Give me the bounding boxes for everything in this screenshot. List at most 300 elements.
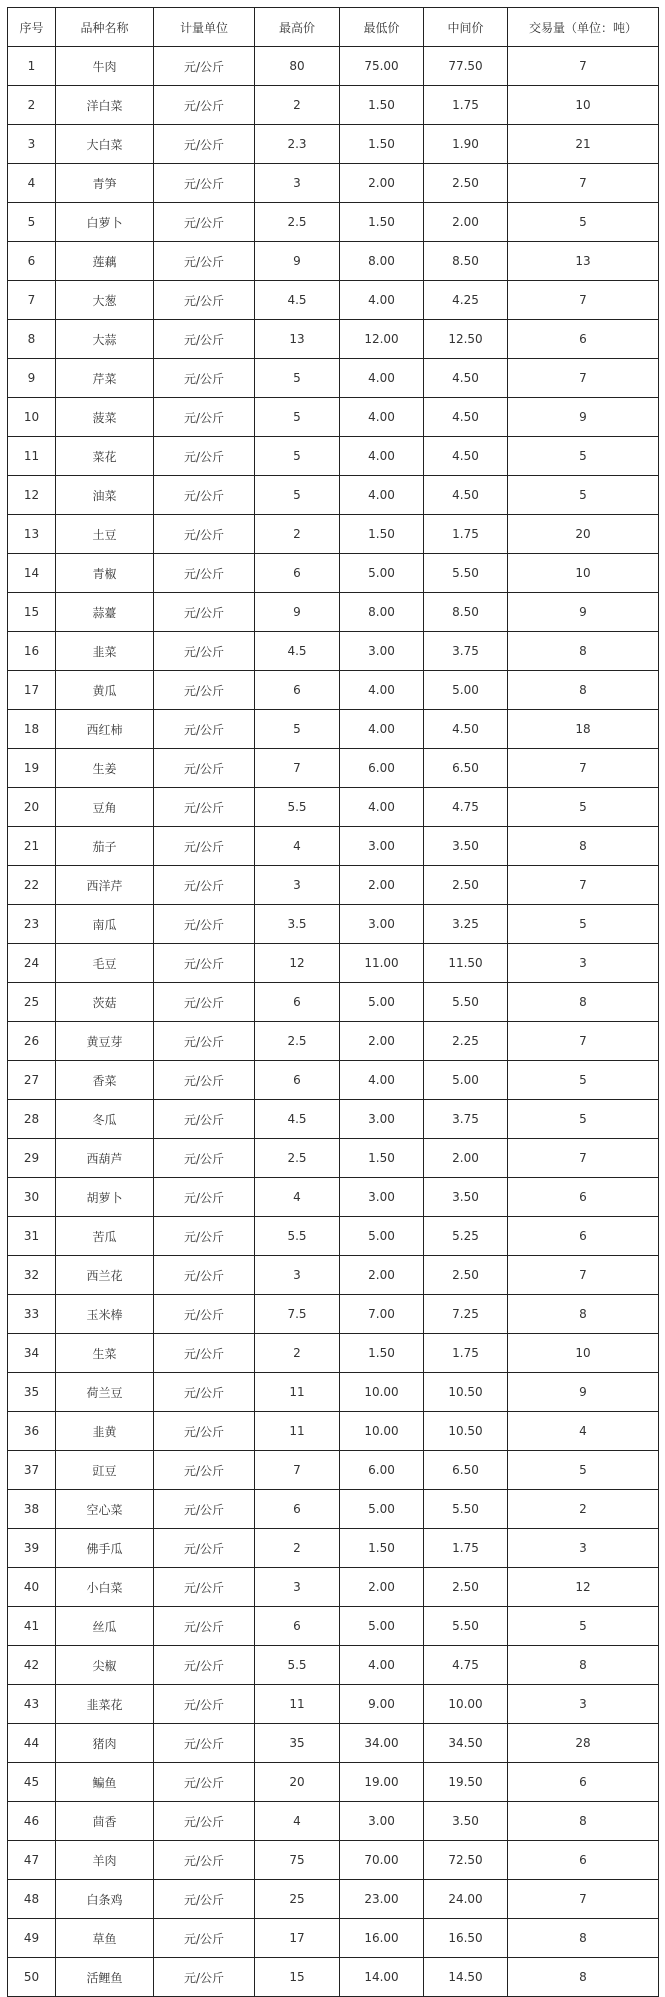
cell-mid-price: 3.75 [424, 632, 508, 671]
cell-index: 3 [8, 125, 56, 164]
cell-variety: 小白菜 [56, 1568, 154, 1607]
cell-mid-price: 3.50 [424, 1178, 508, 1217]
cell-index: 17 [8, 671, 56, 710]
cell-min-price: 23.00 [340, 1880, 424, 1919]
cell-index: 24 [8, 944, 56, 983]
cell-volume: 7 [508, 164, 659, 203]
cell-mid-price: 4.50 [424, 476, 508, 515]
cell-variety: 丝瓜 [56, 1607, 154, 1646]
cell-index: 12 [8, 476, 56, 515]
cell-min-price: 1.50 [340, 515, 424, 554]
table-row [8, 866, 659, 905]
cell-max-price: 5.5 [255, 788, 340, 827]
cell-index: 49 [8, 1919, 56, 1958]
cell-volume: 9 [508, 1373, 659, 1412]
table-row [8, 281, 659, 320]
cell-unit: 元/公斤 [154, 476, 255, 515]
cell-min-price: 70.00 [340, 1841, 424, 1880]
cell-volume: 13 [508, 242, 659, 281]
cell-volume: 5 [508, 203, 659, 242]
cell-max-price: 5 [255, 476, 340, 515]
cell-index: 7 [8, 281, 56, 320]
cell-min-price: 2.00 [340, 1256, 424, 1295]
cell-unit: 元/公斤 [154, 1919, 255, 1958]
table-row [8, 203, 659, 242]
table-row [8, 749, 659, 788]
cell-mid-price: 1.90 [424, 125, 508, 164]
cell-max-price: 4 [255, 827, 340, 866]
table-row [8, 827, 659, 866]
cell-variety: 冬瓜 [56, 1100, 154, 1139]
cell-volume: 7 [508, 47, 659, 86]
table-row [8, 710, 659, 749]
cell-max-price: 12 [255, 944, 340, 983]
cell-mid-price: 2.50 [424, 866, 508, 905]
cell-variety: 大葱 [56, 281, 154, 320]
cell-max-price: 20 [255, 1763, 340, 1802]
cell-unit: 元/公斤 [154, 1802, 255, 1841]
cell-max-price: 2 [255, 1334, 340, 1373]
cell-max-price: 15 [255, 1958, 340, 1997]
table-row [8, 1880, 659, 1919]
cell-unit: 元/公斤 [154, 593, 255, 632]
cell-index: 13 [8, 515, 56, 554]
cell-max-price: 3.5 [255, 905, 340, 944]
cell-variety: 洋白菜 [56, 86, 154, 125]
cell-variety: 茴香 [56, 1802, 154, 1841]
cell-min-price: 3.00 [340, 827, 424, 866]
cell-index: 41 [8, 1607, 56, 1646]
cell-volume: 8 [508, 1295, 659, 1334]
cell-max-price: 17 [255, 1919, 340, 1958]
cell-index: 8 [8, 320, 56, 359]
cell-min-price: 1.50 [340, 1139, 424, 1178]
table-row [8, 359, 659, 398]
cell-min-price: 2.00 [340, 1568, 424, 1607]
cell-variety: 西兰花 [56, 1256, 154, 1295]
cell-volume: 28 [508, 1724, 659, 1763]
cell-mid-price: 34.50 [424, 1724, 508, 1763]
cell-index: 15 [8, 593, 56, 632]
cell-max-price: 3 [255, 866, 340, 905]
cell-index: 23 [8, 905, 56, 944]
cell-min-price: 3.00 [340, 1100, 424, 1139]
cell-min-price: 2.00 [340, 164, 424, 203]
table-row [8, 788, 659, 827]
cell-max-price: 2.3 [255, 125, 340, 164]
cell-variety: 大白菜 [56, 125, 154, 164]
cell-variety: 油菜 [56, 476, 154, 515]
cell-min-price: 1.50 [340, 1334, 424, 1373]
cell-volume: 8 [508, 983, 659, 1022]
cell-max-price: 6 [255, 1061, 340, 1100]
cell-max-price: 6 [255, 1607, 340, 1646]
cell-volume: 21 [508, 125, 659, 164]
cell-max-price: 4 [255, 1802, 340, 1841]
table-row [8, 1607, 659, 1646]
cell-volume: 5 [508, 437, 659, 476]
cell-min-price: 34.00 [340, 1724, 424, 1763]
cell-mid-price: 7.25 [424, 1295, 508, 1334]
cell-mid-price: 8.50 [424, 242, 508, 281]
cell-index: 16 [8, 632, 56, 671]
cell-max-price: 11 [255, 1412, 340, 1451]
cell-min-price: 4.00 [340, 710, 424, 749]
cell-max-price: 3 [255, 1568, 340, 1607]
table-row [8, 944, 659, 983]
cell-mid-price: 2.50 [424, 164, 508, 203]
cell-index: 48 [8, 1880, 56, 1919]
cell-index: 34 [8, 1334, 56, 1373]
cell-min-price: 2.00 [340, 1022, 424, 1061]
cell-unit: 元/公斤 [154, 554, 255, 593]
cell-mid-price: 3.75 [424, 1100, 508, 1139]
price-table [7, 7, 659, 1997]
cell-mid-price: 4.50 [424, 710, 508, 749]
cell-unit: 元/公斤 [154, 1646, 255, 1685]
table-row [8, 1841, 659, 1880]
table-body [8, 47, 659, 1997]
cell-variety: 羊肉 [56, 1841, 154, 1880]
cell-mid-price: 5.25 [424, 1217, 508, 1256]
cell-unit: 元/公斤 [154, 203, 255, 242]
cell-volume: 7 [508, 866, 659, 905]
cell-variety: 莲藕 [56, 242, 154, 281]
cell-min-price: 10.00 [340, 1412, 424, 1451]
table-row [8, 1802, 659, 1841]
cell-max-price: 4.5 [255, 632, 340, 671]
cell-variety: 胡萝卜 [56, 1178, 154, 1217]
cell-index: 14 [8, 554, 56, 593]
cell-unit: 元/公斤 [154, 515, 255, 554]
cell-volume: 6 [508, 1763, 659, 1802]
cell-variety: 青笋 [56, 164, 154, 203]
cell-volume: 8 [508, 671, 659, 710]
cell-unit: 元/公斤 [154, 1451, 255, 1490]
cell-max-price: 6 [255, 671, 340, 710]
cell-volume: 6 [508, 1841, 659, 1880]
cell-volume: 5 [508, 1451, 659, 1490]
table-row [8, 905, 659, 944]
table-row [8, 1490, 659, 1529]
table-row [8, 671, 659, 710]
cell-volume: 7 [508, 749, 659, 788]
cell-unit: 元/公斤 [154, 47, 255, 86]
table-row [8, 632, 659, 671]
cell-mid-price: 16.50 [424, 1919, 508, 1958]
cell-unit: 元/公斤 [154, 281, 255, 320]
table-row [8, 1061, 659, 1100]
table-row [8, 476, 659, 515]
header-min-price: 最低价 [340, 8, 424, 47]
cell-volume: 8 [508, 1646, 659, 1685]
cell-min-price: 4.00 [340, 359, 424, 398]
cell-volume: 7 [508, 359, 659, 398]
cell-unit: 元/公斤 [154, 1373, 255, 1412]
cell-volume: 6 [508, 1178, 659, 1217]
cell-max-price: 35 [255, 1724, 340, 1763]
cell-unit: 元/公斤 [154, 1529, 255, 1568]
cell-volume: 10 [508, 554, 659, 593]
cell-volume: 7 [508, 1022, 659, 1061]
cell-max-price: 5.5 [255, 1646, 340, 1685]
cell-mid-price: 6.50 [424, 749, 508, 788]
cell-variety: 生姜 [56, 749, 154, 788]
cell-unit: 元/公斤 [154, 1100, 255, 1139]
cell-min-price: 6.00 [340, 749, 424, 788]
table-header-row [8, 8, 659, 47]
cell-max-price: 5 [255, 359, 340, 398]
cell-volume: 7 [508, 1139, 659, 1178]
cell-unit: 元/公斤 [154, 1607, 255, 1646]
cell-min-price: 4.00 [340, 437, 424, 476]
cell-index: 20 [8, 788, 56, 827]
table-row [8, 86, 659, 125]
cell-unit: 元/公斤 [154, 1724, 255, 1763]
header-mid-price: 中间价 [424, 8, 508, 47]
cell-min-price: 2.00 [340, 866, 424, 905]
cell-volume: 7 [508, 281, 659, 320]
cell-mid-price: 5.50 [424, 1607, 508, 1646]
table-row [8, 1919, 659, 1958]
table-row [8, 593, 659, 632]
table-row [8, 1958, 659, 1997]
cell-index: 31 [8, 1217, 56, 1256]
cell-mid-price: 2.00 [424, 203, 508, 242]
cell-mid-price: 3.25 [424, 905, 508, 944]
table-row [8, 398, 659, 437]
cell-min-price: 4.00 [340, 1061, 424, 1100]
table-row [8, 1178, 659, 1217]
cell-mid-price: 3.50 [424, 827, 508, 866]
cell-index: 39 [8, 1529, 56, 1568]
cell-unit: 元/公斤 [154, 1841, 255, 1880]
cell-mid-price: 1.75 [424, 1529, 508, 1568]
cell-variety: 空心菜 [56, 1490, 154, 1529]
cell-mid-price: 10.50 [424, 1373, 508, 1412]
cell-max-price: 4.5 [255, 1100, 340, 1139]
cell-unit: 元/公斤 [154, 398, 255, 437]
table-row [8, 1334, 659, 1373]
cell-unit: 元/公斤 [154, 1568, 255, 1607]
cell-min-price: 5.00 [340, 1217, 424, 1256]
table-row [8, 437, 659, 476]
table-row [8, 1685, 659, 1724]
cell-volume: 18 [508, 710, 659, 749]
cell-mid-price: 8.50 [424, 593, 508, 632]
cell-variety: 豆角 [56, 788, 154, 827]
cell-min-price: 5.00 [340, 1490, 424, 1529]
cell-unit: 元/公斤 [154, 1685, 255, 1724]
cell-mid-price: 1.75 [424, 1334, 508, 1373]
cell-mid-price: 72.50 [424, 1841, 508, 1880]
cell-index: 47 [8, 1841, 56, 1880]
cell-variety: 黄豆芽 [56, 1022, 154, 1061]
cell-index: 37 [8, 1451, 56, 1490]
cell-unit: 元/公斤 [154, 788, 255, 827]
cell-max-price: 7 [255, 749, 340, 788]
cell-min-price: 11.00 [340, 944, 424, 983]
cell-unit: 元/公斤 [154, 749, 255, 788]
cell-volume: 8 [508, 1802, 659, 1841]
cell-max-price: 5 [255, 437, 340, 476]
table-row [8, 1295, 659, 1334]
cell-mid-price: 5.50 [424, 1490, 508, 1529]
table-row [8, 1100, 659, 1139]
table-row [8, 164, 659, 203]
cell-index: 43 [8, 1685, 56, 1724]
cell-mid-price: 4.25 [424, 281, 508, 320]
cell-variety: 韭菜 [56, 632, 154, 671]
cell-max-price: 3 [255, 164, 340, 203]
cell-unit: 元/公斤 [154, 86, 255, 125]
table-row [8, 1529, 659, 1568]
cell-max-price: 2 [255, 86, 340, 125]
cell-max-price: 6 [255, 983, 340, 1022]
cell-mid-price: 12.50 [424, 320, 508, 359]
cell-max-price: 9 [255, 593, 340, 632]
header-max-price: 最高价 [255, 8, 340, 47]
cell-variety: 蒜薹 [56, 593, 154, 632]
header-index: 序号 [8, 8, 56, 47]
cell-unit: 元/公斤 [154, 671, 255, 710]
cell-variety: 菠菜 [56, 398, 154, 437]
cell-unit: 元/公斤 [154, 905, 255, 944]
cell-index: 2 [8, 86, 56, 125]
cell-volume: 6 [508, 320, 659, 359]
cell-max-price: 25 [255, 1880, 340, 1919]
cell-max-price: 2.5 [255, 203, 340, 242]
table-row [8, 320, 659, 359]
cell-unit: 元/公斤 [154, 320, 255, 359]
table-row [8, 1217, 659, 1256]
cell-min-price: 12.00 [340, 320, 424, 359]
cell-unit: 元/公斤 [154, 1334, 255, 1373]
cell-min-price: 4.00 [340, 788, 424, 827]
cell-min-price: 14.00 [340, 1958, 424, 1997]
cell-variety: 白萝卜 [56, 203, 154, 242]
cell-index: 26 [8, 1022, 56, 1061]
cell-variety: 韭菜花 [56, 1685, 154, 1724]
cell-mid-price: 4.50 [424, 359, 508, 398]
cell-volume: 3 [508, 1529, 659, 1568]
cell-mid-price: 2.25 [424, 1022, 508, 1061]
cell-mid-price: 10.00 [424, 1685, 508, 1724]
cell-variety: 茄子 [56, 827, 154, 866]
cell-volume: 2 [508, 1490, 659, 1529]
cell-unit: 元/公斤 [154, 125, 255, 164]
cell-index: 27 [8, 1061, 56, 1100]
cell-mid-price: 3.50 [424, 1802, 508, 1841]
cell-index: 19 [8, 749, 56, 788]
cell-unit: 元/公斤 [154, 1412, 255, 1451]
table-row [8, 47, 659, 86]
cell-mid-price: 4.50 [424, 398, 508, 437]
cell-min-price: 8.00 [340, 242, 424, 281]
cell-min-price: 4.00 [340, 281, 424, 320]
cell-variety: 芹菜 [56, 359, 154, 398]
cell-max-price: 13 [255, 320, 340, 359]
cell-index: 50 [8, 1958, 56, 1997]
cell-mid-price: 4.75 [424, 788, 508, 827]
cell-volume: 9 [508, 593, 659, 632]
cell-min-price: 1.50 [340, 86, 424, 125]
cell-min-price: 19.00 [340, 1763, 424, 1802]
cell-unit: 元/公斤 [154, 866, 255, 905]
cell-volume: 4 [508, 1412, 659, 1451]
cell-min-price: 1.50 [340, 203, 424, 242]
cell-index: 29 [8, 1139, 56, 1178]
table-row [8, 1256, 659, 1295]
cell-unit: 元/公斤 [154, 1880, 255, 1919]
cell-variety: 韭黄 [56, 1412, 154, 1451]
cell-mid-price: 1.75 [424, 86, 508, 125]
cell-max-price: 6 [255, 554, 340, 593]
cell-mid-price: 2.50 [424, 1568, 508, 1607]
cell-index: 25 [8, 983, 56, 1022]
cell-volume: 5 [508, 1061, 659, 1100]
cell-index: 9 [8, 359, 56, 398]
cell-unit: 元/公斤 [154, 1490, 255, 1529]
cell-variety: 西洋芹 [56, 866, 154, 905]
cell-mid-price: 4.50 [424, 437, 508, 476]
table-row [8, 242, 659, 281]
cell-index: 40 [8, 1568, 56, 1607]
table-row [8, 1139, 659, 1178]
cell-min-price: 16.00 [340, 1919, 424, 1958]
cell-variety: 南瓜 [56, 905, 154, 944]
cell-variety: 茨菇 [56, 983, 154, 1022]
cell-index: 38 [8, 1490, 56, 1529]
cell-variety: 土豆 [56, 515, 154, 554]
cell-index: 1 [8, 47, 56, 86]
table-row [8, 983, 659, 1022]
cell-index: 6 [8, 242, 56, 281]
cell-mid-price: 5.00 [424, 671, 508, 710]
cell-mid-price: 19.50 [424, 1763, 508, 1802]
cell-min-price: 6.00 [340, 1451, 424, 1490]
table-row [8, 1646, 659, 1685]
cell-unit: 元/公斤 [154, 1139, 255, 1178]
cell-variety: 猪肉 [56, 1724, 154, 1763]
cell-mid-price: 5.50 [424, 983, 508, 1022]
cell-min-price: 9.00 [340, 1685, 424, 1724]
cell-unit: 元/公斤 [154, 1958, 255, 1997]
cell-variety: 玉米棒 [56, 1295, 154, 1334]
header-variety: 品种名称 [56, 8, 154, 47]
table-row [8, 1724, 659, 1763]
cell-max-price: 9 [255, 242, 340, 281]
cell-min-price: 4.00 [340, 398, 424, 437]
cell-min-price: 1.50 [340, 1529, 424, 1568]
cell-mid-price: 77.50 [424, 47, 508, 86]
cell-max-price: 2.5 [255, 1139, 340, 1178]
cell-volume: 10 [508, 86, 659, 125]
cell-min-price: 7.00 [340, 1295, 424, 1334]
cell-max-price: 75 [255, 1841, 340, 1880]
cell-variety: 菜花 [56, 437, 154, 476]
cell-volume: 7 [508, 1256, 659, 1295]
cell-volume: 5 [508, 1607, 659, 1646]
cell-mid-price: 10.50 [424, 1412, 508, 1451]
cell-min-price: 3.00 [340, 905, 424, 944]
cell-mid-price: 4.75 [424, 1646, 508, 1685]
cell-unit: 元/公斤 [154, 437, 255, 476]
cell-variety: 活鲤鱼 [56, 1958, 154, 1997]
cell-max-price: 2 [255, 1529, 340, 1568]
cell-unit: 元/公斤 [154, 1061, 255, 1100]
cell-unit: 元/公斤 [154, 359, 255, 398]
